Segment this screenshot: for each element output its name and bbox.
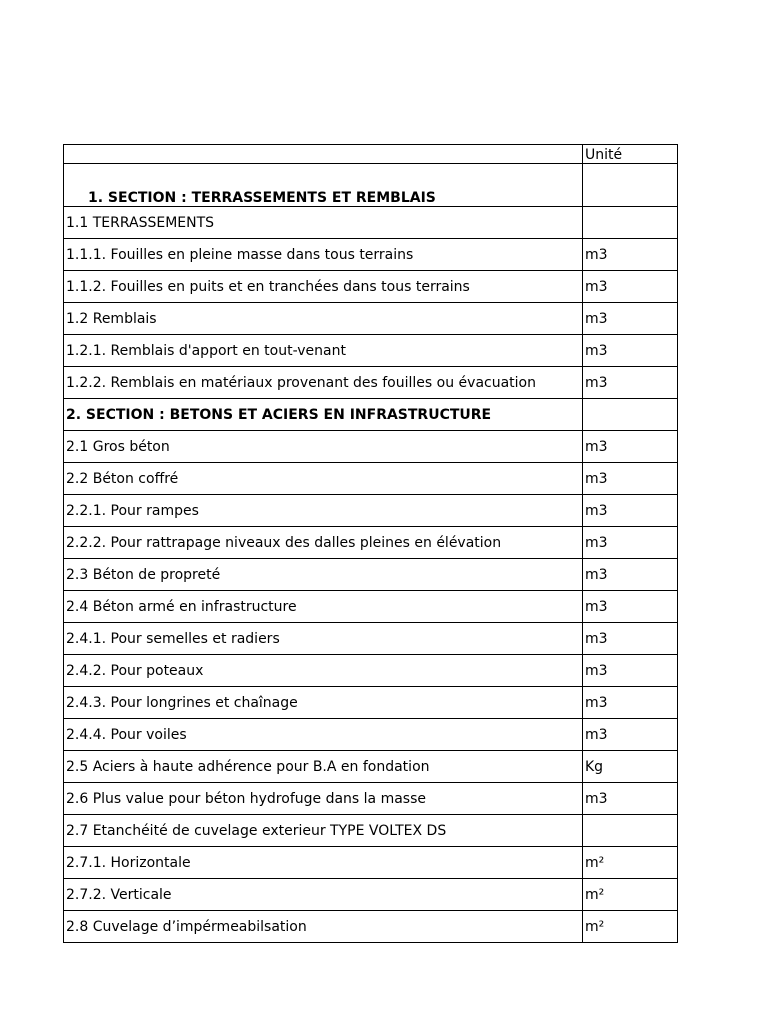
table-row xyxy=(64,751,678,783)
item-unit xyxy=(583,207,678,239)
item-description: 1.2.2. Remblais en matériaux provenant des fouilles ou évacuation xyxy=(64,367,583,399)
item-description: 2.8 Cuvelage d’impérmeabilsation xyxy=(64,911,583,943)
item-description: 1.2 Remblais xyxy=(64,303,583,335)
item-description: 2.7.1. Horizontale xyxy=(64,847,583,879)
item-unit xyxy=(583,815,678,847)
table-row xyxy=(64,783,678,815)
item-unit: m3 xyxy=(583,559,678,591)
item-unit: m3 xyxy=(583,303,678,335)
section-title: 2. SECTION : BETONS ET ACIERS EN INFRASTRUCTURE xyxy=(64,399,583,431)
table-row xyxy=(64,303,678,335)
header-row xyxy=(64,145,678,164)
item-description: 2.1 Gros béton xyxy=(64,431,583,463)
item-unit: m3 xyxy=(583,527,678,559)
item-unit: m3 xyxy=(583,687,678,719)
item-description: 2.6 Plus value pour béton hydrofuge dans la masse xyxy=(64,783,583,815)
table-row xyxy=(64,591,678,623)
table-row xyxy=(64,239,678,271)
item-unit xyxy=(583,399,678,431)
item-unit: m3 xyxy=(583,463,678,495)
table-row xyxy=(64,335,678,367)
item-description: 2.4.2. Pour poteaux xyxy=(64,655,583,687)
table-row xyxy=(64,623,678,655)
item-unit: m3 xyxy=(583,495,678,527)
item-unit: m3 xyxy=(583,367,678,399)
item-unit: m3 xyxy=(583,655,678,687)
item-description: 2.7.2. Verticale xyxy=(64,879,583,911)
section-header-row xyxy=(64,399,678,431)
quantity-table-body xyxy=(64,145,678,943)
table-row xyxy=(64,719,678,751)
item-description: 2.4.3. Pour longrines et chaînage xyxy=(64,687,583,719)
item-unit: m3 xyxy=(583,431,678,463)
item-description: 2.2.2. Pour rattrapage niveaux des dalles pleines en élévation xyxy=(64,527,583,559)
table-row xyxy=(64,879,678,911)
section-title: 1. SECTION : TERRASSEMENTS ET REMBLAIS xyxy=(64,164,583,207)
table-row xyxy=(64,367,678,399)
item-description: 1.2.1. Remblais d'apport en tout-venant xyxy=(64,335,583,367)
table-row xyxy=(64,847,678,879)
item-unit: m² xyxy=(583,911,678,943)
table-row xyxy=(64,559,678,591)
item-unit: m3 xyxy=(583,271,678,303)
item-description: 2.4.4. Pour voiles xyxy=(64,719,583,751)
header-unit-cell: Unité xyxy=(583,145,678,164)
item-unit xyxy=(583,164,678,207)
item-unit: m3 xyxy=(583,623,678,655)
table-row xyxy=(64,815,678,847)
item-description: 2.4.1. Pour semelles et radiers xyxy=(64,623,583,655)
table-row xyxy=(64,207,678,239)
item-unit: m3 xyxy=(583,591,678,623)
item-unit: m² xyxy=(583,879,678,911)
item-unit: m3 xyxy=(583,719,678,751)
item-unit: m3 xyxy=(583,783,678,815)
item-description: 2.5 Aciers à haute adhérence pour B.A en fondation xyxy=(64,751,583,783)
item-description: 1.1.2. Fouilles en puits et en tranchées dans tous terrains xyxy=(64,271,583,303)
item-unit: m3 xyxy=(583,335,678,367)
table-row xyxy=(64,655,678,687)
item-description: 2.2.1. Pour rampes xyxy=(64,495,583,527)
table-row xyxy=(64,431,678,463)
item-description: 1.1 TERRASSEMENTS xyxy=(64,207,583,239)
section-header-row xyxy=(64,164,678,207)
table-row xyxy=(64,527,678,559)
item-unit: Kg xyxy=(583,751,678,783)
header-description-cell xyxy=(64,145,583,164)
item-description: 1.1.1. Fouilles en pleine masse dans tous terrains xyxy=(64,239,583,271)
item-unit: m² xyxy=(583,847,678,879)
item-unit: m3 xyxy=(583,239,678,271)
quantity-table xyxy=(63,144,678,943)
item-description: 2.7 Etanchéité de cuvelage exterieur TYPE VOLTEX DS xyxy=(64,815,583,847)
item-description: 2.4 Béton armé en infrastructure xyxy=(64,591,583,623)
item-description: 2.2 Béton coffré xyxy=(64,463,583,495)
item-description: 2.3 Béton de propreté xyxy=(64,559,583,591)
table-row xyxy=(64,463,678,495)
table-row xyxy=(64,911,678,943)
table-row xyxy=(64,271,678,303)
table-row xyxy=(64,687,678,719)
table-row xyxy=(64,495,678,527)
